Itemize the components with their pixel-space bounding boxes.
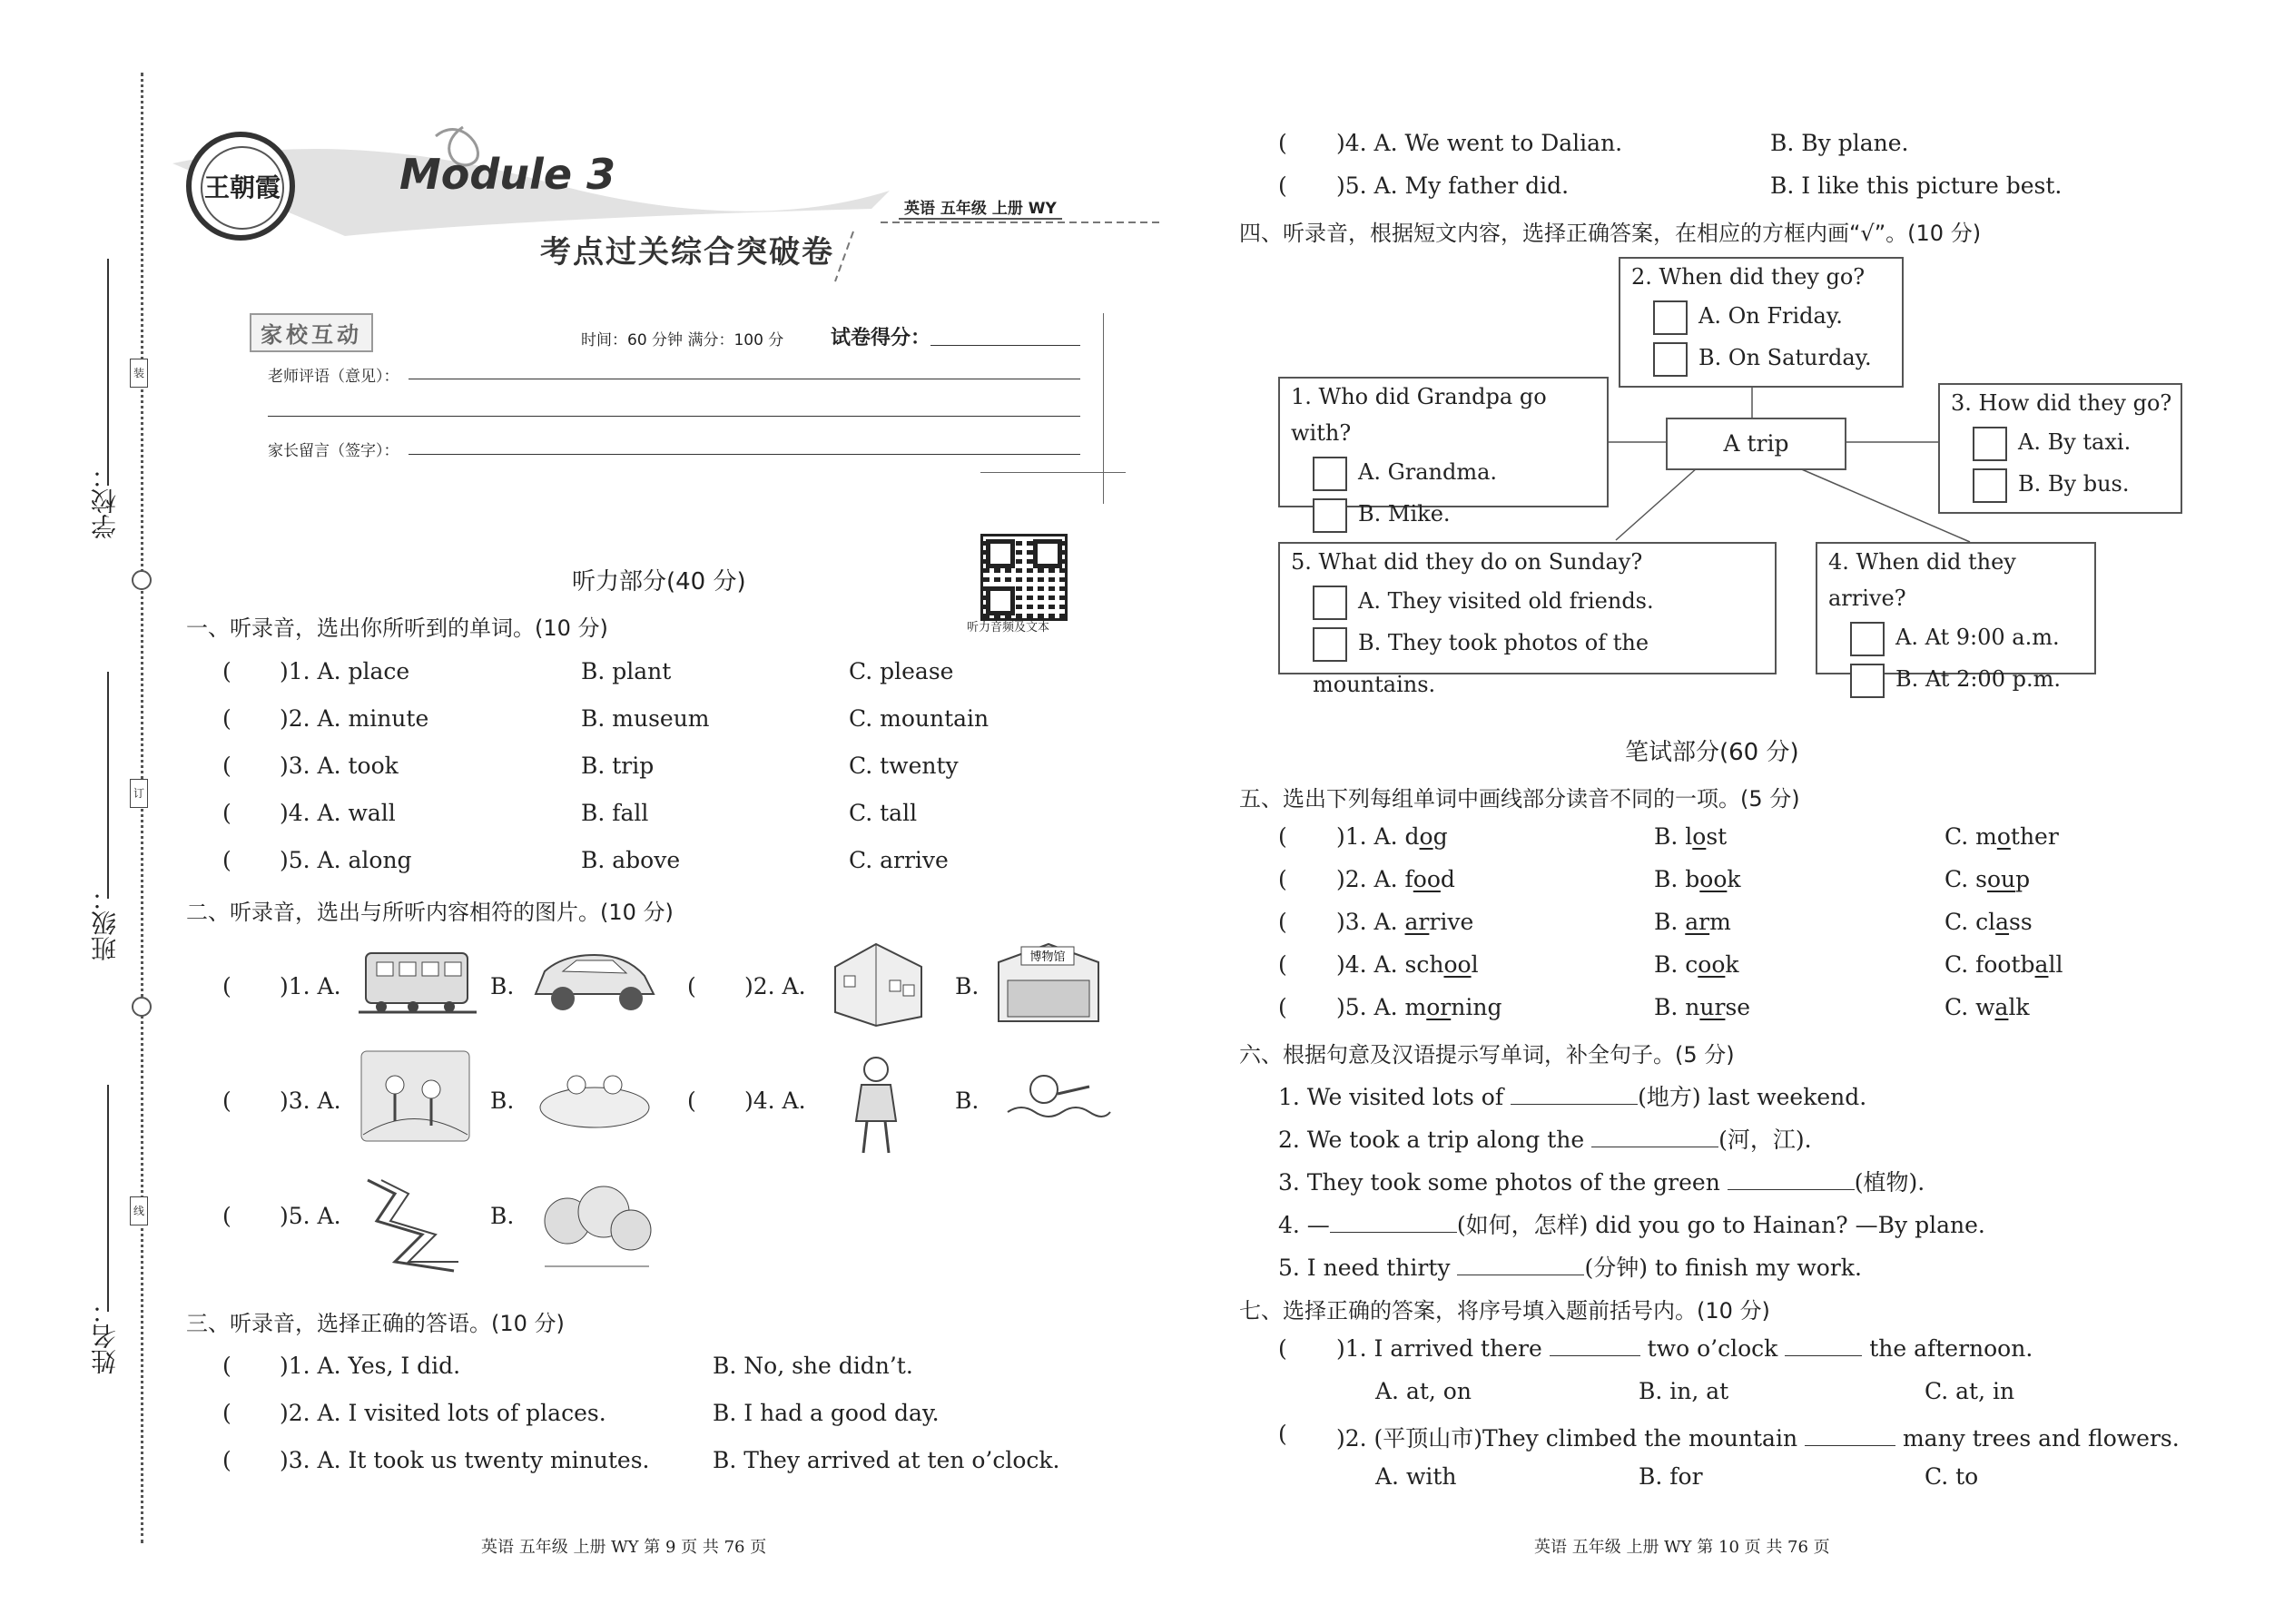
- option-b-label: B.: [490, 973, 515, 999]
- q2-question: 2. When did they go?: [1631, 264, 1866, 290]
- class-fill-line[interactable]: [107, 672, 109, 899]
- s6-item-4: 4. — (如何，怎样) did you go to Hainan? —By plane.: [1278, 1212, 1985, 1238]
- car-picture[interactable]: [527, 944, 663, 1021]
- s2-item-5: )5. A.: [280, 1203, 341, 1229]
- answer-bracket[interactable]: (: [222, 753, 231, 779]
- s5-item-2-c: C. soup: [1944, 866, 2031, 892]
- parent-comment-label: 家长留言（签字）：: [268, 442, 399, 460]
- s5-item-4-b: B. cook: [1654, 951, 1739, 978]
- s2-item-1: )1. A.: [280, 973, 341, 999]
- name-fill-line[interactable]: [107, 1085, 109, 1312]
- picnic-picture[interactable]: [536, 1058, 654, 1135]
- buildings-picture[interactable]: [822, 930, 940, 1030]
- s7-q2: )2. (平顶山市)They climbed the mountain many trees and flowers.: [1336, 1425, 2180, 1452]
- answer-bracket[interactable]: (: [1278, 994, 1287, 1020]
- river-road-picture[interactable]: [359, 1171, 463, 1275]
- checkbox-q2-b[interactable]: [1653, 342, 1688, 377]
- answer-bracket[interactable]: (: [222, 658, 231, 684]
- s3-item-4-b: B. By plane.: [1770, 130, 1909, 156]
- qr-caption: 听力音频及文本: [967, 621, 1050, 635]
- paper-subtitle: 考点过关综合突破卷: [540, 234, 834, 271]
- s5-item-1-a: )1. A. dog: [1336, 823, 1448, 850]
- answer-bracket[interactable]: (: [222, 1088, 231, 1114]
- s2-item-4: )4. A.: [744, 1088, 806, 1114]
- q2-option-a: A. On Friday.: [1698, 303, 1843, 329]
- answer-bracket[interactable]: (: [1278, 130, 1287, 156]
- section-1-title: 一、听录音，选出你所听到的单词。(10 分): [186, 615, 608, 641]
- answer-bracket[interactable]: (: [222, 800, 231, 826]
- binding-cut-line: [141, 73, 143, 1543]
- binding-mark: 订: [130, 779, 148, 808]
- answer-bracket[interactable]: (: [1278, 172, 1287, 199]
- train-picture[interactable]: [359, 940, 477, 1021]
- checkbox-q3-b[interactable]: [1973, 468, 2007, 503]
- q1-option-a: A. Grandma.: [1358, 459, 1498, 485]
- school-label: 学校：: [90, 463, 120, 539]
- binding-mark: 装: [130, 359, 148, 388]
- s1-item-5: )5. A. along: [280, 847, 412, 873]
- q2-option-b: B. On Saturday.: [1698, 345, 1872, 370]
- s3-item-1-b: B. No, she didn’t.: [713, 1353, 913, 1379]
- s6-item-1: 1. We visited lots of (地方) last weekend.: [1278, 1084, 1867, 1110]
- teacher-comment-label: 老师评语（意见）：: [268, 368, 399, 386]
- mindmap-q3-box: [1938, 383, 2182, 514]
- blank-input[interactable]: [1728, 1189, 1855, 1190]
- checkbox-q4-a[interactable]: [1850, 622, 1885, 656]
- s5-item-3-a: )3. A. arrive: [1336, 909, 1474, 935]
- s5-item-5-a: )5. A. morning: [1336, 994, 1502, 1020]
- answer-bracket[interactable]: (: [1278, 823, 1287, 850]
- s3-item-2-a: )2. A. I visited lots of places.: [280, 1400, 606, 1426]
- q4-option-b: B. At 2:00 p.m.: [1895, 666, 2061, 692]
- section-4-title: 四、听录音，根据短文内容，选择正确答案，在相应的方框内画“√”。(10 分): [1239, 221, 1982, 246]
- s1-item-1-b: B. plant: [581, 658, 672, 684]
- museum-picture[interactable]: [989, 930, 1108, 1030]
- s1-item-2-c: C. mountain: [849, 705, 989, 732]
- answer-bracket[interactable]: (: [1278, 909, 1287, 935]
- s1-item-4-b: B. fall: [581, 800, 649, 826]
- s1-item-4-c: C. tall: [849, 800, 918, 826]
- mindmap-q1-box: [1278, 377, 1609, 527]
- checkbox-q1-b[interactable]: [1313, 498, 1347, 533]
- s2-item-2: )2. A.: [744, 973, 806, 999]
- s5-item-2-b: B. book: [1654, 866, 1741, 892]
- s5-item-1-c: C. mother: [1944, 823, 2059, 850]
- q3-question: 3. How did they go?: [1951, 390, 2172, 416]
- s3-item-4-a: )4. A. We went to Dalian.: [1336, 130, 1623, 156]
- answer-bracket[interactable]: (: [222, 973, 231, 999]
- s7-q1-a: A. at, on: [1375, 1378, 1472, 1404]
- time-info: 时间：60 分钟 满分：100 分: [581, 331, 784, 349]
- answer-bracket[interactable]: (: [222, 1447, 231, 1473]
- checkbox-q2-a[interactable]: [1653, 300, 1688, 335]
- s5-item-2-a: )2. A. food: [1336, 866, 1455, 892]
- q5-question: 5. What did they do on Sunday?: [1291, 549, 1643, 575]
- hiking-picture[interactable]: [359, 1048, 472, 1144]
- answer-bracket[interactable]: (: [1278, 1421, 1287, 1447]
- museum-sign: 博物馆: [1029, 950, 1066, 964]
- s1-item-5-c: C. arrive: [849, 847, 949, 873]
- blank-input[interactable]: [1330, 1232, 1457, 1233]
- footer-left: 英语 五年级 上册 WY 第 9 页 共 76 页: [481, 1538, 767, 1557]
- s1-item-1: )1. A. place: [280, 658, 410, 684]
- q5-option-a: A. They visited old friends.: [1358, 588, 1654, 614]
- s3-item-1-a: )1. A. Yes, I did.: [280, 1353, 461, 1379]
- q3-option-b: B. By bus.: [2018, 471, 2130, 497]
- mindmap-q2-box: [1619, 257, 1904, 388]
- q1-option-b: B. Mike.: [1358, 501, 1451, 527]
- q5-option-b: B. They took photos of the mountains.: [1313, 630, 1649, 697]
- mindmap-center: A trip: [1666, 418, 1846, 470]
- option-b-label: B.: [955, 1088, 980, 1114]
- s6-item-5: 5. I need thirty (分钟) to finish my work.: [1278, 1255, 1862, 1281]
- q4-option-a: A. At 9:00 a.m.: [1895, 625, 2060, 650]
- s5-item-4-c: C. football: [1944, 951, 2063, 978]
- header-right-rule: [1103, 313, 1104, 504]
- blank-input[interactable]: [1785, 1355, 1862, 1356]
- qr-code[interactable]: [980, 534, 1068, 621]
- answer-bracket[interactable]: (: [1278, 1335, 1287, 1362]
- header-bottom-rule: [980, 472, 1126, 473]
- s3-item-3-a: )3. A. It took us twenty minutes.: [280, 1447, 650, 1473]
- s7-q2-c: C. to: [1925, 1463, 1979, 1490]
- answer-bracket[interactable]: (: [687, 1088, 696, 1114]
- s5-item-3-c: C. class: [1944, 909, 2033, 935]
- answer-bracket[interactable]: (: [222, 1203, 231, 1229]
- girl-picture[interactable]: [849, 1053, 903, 1157]
- home-school-badge: 家校互动: [250, 313, 373, 352]
- option-b-label: B.: [490, 1088, 515, 1114]
- option-b-label: B.: [490, 1203, 515, 1229]
- s3-item-5-b: B. I like this picture best.: [1770, 172, 2063, 199]
- answer-bracket[interactable]: (: [222, 847, 231, 873]
- score-label: 试卷得分：: [831, 327, 931, 349]
- q3-option-a: A. By taxi.: [2018, 429, 2132, 455]
- section-5-title: 五、选出下列每组单词中画线部分读音不同的一项。(5 分): [1239, 786, 1800, 812]
- checkbox-q4-b[interactable]: [1850, 664, 1885, 698]
- s1-item-2: )2. A. minute: [280, 705, 429, 732]
- s3-item-5-a: )5. A. My father did.: [1336, 172, 1570, 199]
- s1-item-3-b: B. trip: [581, 753, 655, 779]
- blank-input[interactable]: [1511, 1104, 1638, 1105]
- s1-item-3: )3. A. took: [280, 753, 399, 779]
- s7-q1: )1. I arrived there two o’clock the afternoon.: [1336, 1335, 2033, 1362]
- answer-bracket[interactable]: (: [222, 705, 231, 732]
- s1-item-1-c: C. please: [849, 658, 954, 684]
- s1-item-5-b: B. above: [581, 847, 681, 873]
- blank-input[interactable]: [1805, 1445, 1895, 1446]
- section-6-title: 六、根据句意及汉语提示写单词，补全句子。(5 分): [1239, 1042, 1735, 1068]
- checkbox-q5-a[interactable]: [1313, 586, 1347, 620]
- s6-item-2: 2. We took a trip along the (河，江).: [1278, 1127, 1812, 1153]
- school-fill-line[interactable]: [107, 259, 109, 486]
- q4-question: 4. When did they arrive?: [1828, 549, 2016, 611]
- s5-item-5-b: B. nurse: [1654, 994, 1751, 1020]
- s1-item-4: )4. A. wall: [280, 800, 396, 826]
- binding-hole: [132, 997, 152, 1017]
- s7-q2-b: B. for: [1639, 1463, 1703, 1490]
- module-title: Module 3: [399, 150, 616, 199]
- teacher-comment-line-2[interactable]: [268, 416, 1080, 417]
- option-b-label: B.: [955, 973, 980, 999]
- q1-question: 1. Who did Grandpa go with?: [1291, 384, 1547, 446]
- answer-bracket[interactable]: (: [222, 1400, 231, 1426]
- s5-item-5-c: C. walk: [1944, 994, 2030, 1020]
- score-input-line[interactable]: [930, 345, 1080, 346]
- s3-item-2-b: B. I had a good day.: [713, 1400, 940, 1426]
- binding-hole: [132, 570, 152, 590]
- checkbox-q1-a[interactable]: [1313, 457, 1347, 491]
- parent-comment-line[interactable]: [409, 454, 1080, 455]
- forest-picture[interactable]: [540, 1180, 654, 1271]
- answer-bracket[interactable]: (: [222, 1353, 231, 1379]
- mindmap-q4-box: [1816, 542, 2096, 692]
- brand-logo-text: 王朝霞: [201, 146, 284, 230]
- s1-item-2-b: B. museum: [581, 705, 710, 732]
- swimming-picture[interactable]: [1003, 1067, 1112, 1130]
- brand-logo: [186, 132, 295, 241]
- s5-item-3-b: B. arm: [1654, 909, 1731, 935]
- section-2-title: 二、听录音，选出与所听内容相符的图片。(10 分): [186, 900, 674, 925]
- mindmap-q5-box: [1278, 542, 1777, 697]
- checkbox-q5-b[interactable]: [1313, 627, 1347, 662]
- section-3-title: 三、听录音，选择正确的答语。(10 分): [186, 1311, 565, 1336]
- answer-bracket[interactable]: (: [1278, 866, 1287, 892]
- listening-section-title: 听力部分(40 分): [572, 568, 746, 595]
- answer-bracket[interactable]: (: [1278, 951, 1287, 978]
- answer-bracket[interactable]: (: [687, 973, 696, 999]
- s2-item-3: )3. A.: [280, 1088, 341, 1114]
- s5-item-4-a: )4. A. school: [1336, 951, 1479, 978]
- s3-item-3-b: B. They arrived at ten o’clock.: [713, 1447, 1060, 1473]
- footer-right: 英语 五年级 上册 WY 第 10 页 共 76 页: [1534, 1538, 1830, 1557]
- checkbox-q3-a[interactable]: [1973, 427, 2007, 461]
- binding-mark: 线: [130, 1196, 148, 1225]
- s7-q2-a: A. with: [1375, 1463, 1457, 1490]
- name-label: 姓名：: [90, 1298, 120, 1374]
- blank-input[interactable]: [1550, 1355, 1640, 1356]
- s7-q1-b: B. in, at: [1639, 1378, 1729, 1404]
- class-label: 班级：: [90, 885, 120, 961]
- s6-item-3: 3. They took some photos of the green (植物).: [1278, 1169, 1925, 1196]
- s7-q1-c: C. at, in: [1925, 1378, 2015, 1404]
- subject-tag: 英语 五年级 上册 WY: [899, 195, 1062, 220]
- s1-item-3-c: C. twenty: [849, 753, 959, 779]
- section-7-title: 七、选择正确的答案，将序号填入题前括号内。(10 分): [1239, 1298, 1770, 1324]
- writing-section-title: 笔试部分(60 分): [1625, 739, 1799, 766]
- s5-item-1-b: B. lost: [1654, 823, 1728, 850]
